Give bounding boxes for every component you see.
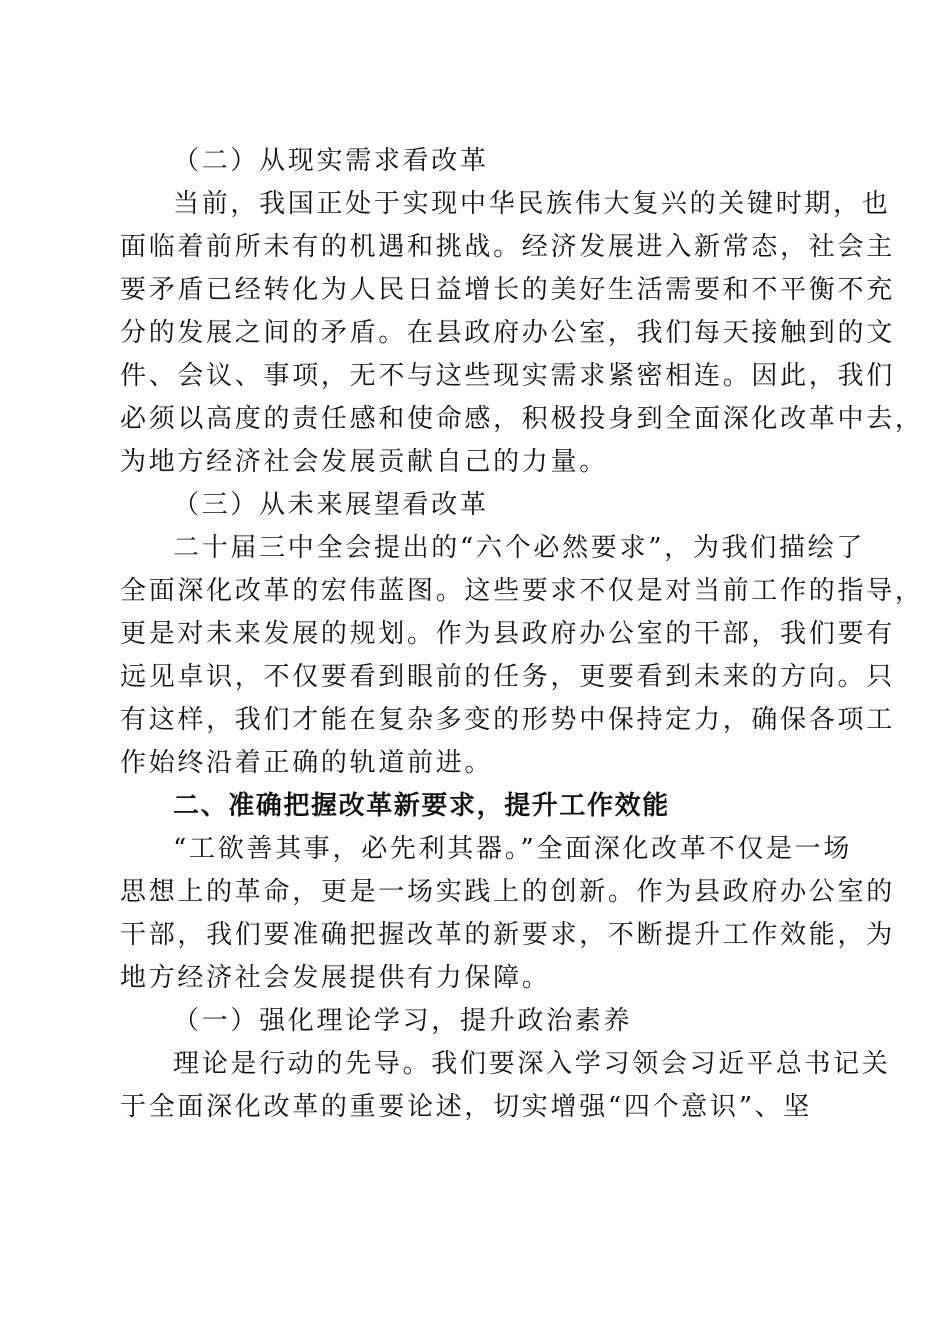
paragraph-line: 必须以高度的责任感和使命感，积极投身到全面深化改革中去， <box>120 404 924 434</box>
paragraph-line: 作始终沿着正确的轨道前进。 <box>120 748 494 778</box>
paragraph-line: 要矛盾已经转化为人民日益增长的美好生活需要和不平衡不充 <box>120 275 895 305</box>
paragraph-line: “工欲善其事，必先利其器。”全面深化改革不仅是一场 <box>173 834 853 864</box>
paragraph-line: 当前，我国正处于实现中华民族伟大复兴的关键时期，也 <box>173 189 891 219</box>
paragraph-line: 面临着前所未有的机遇和挑战。经济发展进入新常态，社会主 <box>120 232 895 262</box>
section-heading: （三）从未来展望看改革 <box>173 490 489 520</box>
paragraph-line: 为地方经济社会发展贡献自己的力量。 <box>120 447 608 477</box>
paragraph-line: 理论是行动的先导。我们要深入学习领会习近平总书记关 <box>173 1049 891 1079</box>
paragraph-line: 地方经济社会发展提供有力保障。 <box>120 963 551 993</box>
chapter-heading: 二、准确把握改革新要求，提升工作效能 <box>173 791 670 821</box>
paragraph-line: 全面深化改革的宏伟蓝图。这些要求不仅是对当前工作的指导， <box>120 576 924 606</box>
section-heading: （一）强化理论学习，提升政治素养 <box>173 1006 633 1036</box>
paragraph-line: 于全面深化改革的重要论述，切实增强“四个意识”、坚 <box>120 1092 813 1122</box>
paragraph-line: 分的发展之间的矛盾。在县政府办公室，我们每天接触到的文 <box>120 318 895 348</box>
paragraph-line: 有这样，我们才能在复杂多变的形势中保持定力，确保各项工 <box>120 705 895 735</box>
paragraph-line: 远见卓识，不仅要看到眼前的任务，更要看到未来的方向。只 <box>120 662 895 692</box>
paragraph-line: 更是对未来发展的规划。作为县政府办公室的干部，我们要有 <box>120 619 895 649</box>
paragraph-line: 思想上的革命，更是一场实践上的创新。作为县政府办公室的 <box>120 877 895 907</box>
document-page <box>120 140 924 1129</box>
paragraph-line: 二十届三中全会提出的“六个必然要求”，为我们描绘了 <box>173 533 866 563</box>
paragraph-line: 干部，我们要准确把握改革的新要求，不断提升工作效能，为 <box>120 920 895 950</box>
paragraph-line: 件、会议、事项，无不与这些现实需求紧密相连。因此，我们 <box>120 361 895 391</box>
section-heading: （二）从现实需求看改革 <box>173 146 489 176</box>
